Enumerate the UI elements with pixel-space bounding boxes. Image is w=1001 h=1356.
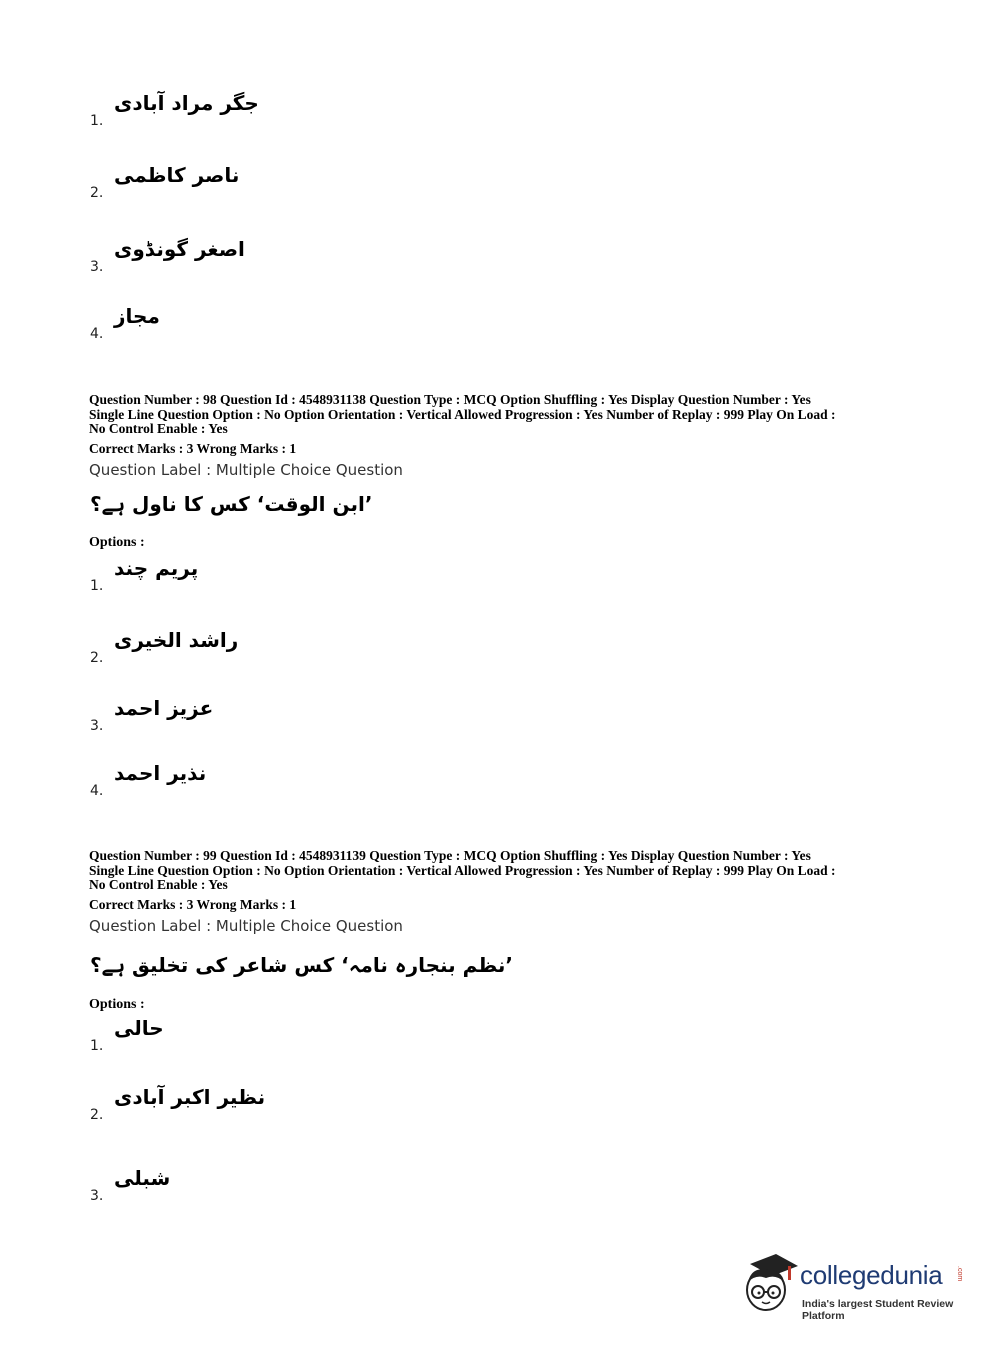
option-number: 2.: [90, 185, 104, 201]
logo-tagline: India's largest Student Review Platform: [802, 1298, 954, 1322]
option-text: عزیز احمد: [114, 696, 214, 720]
option-text: ناصر کاظمی: [114, 163, 240, 187]
question-marks: Correct Marks : 3 Wrong Marks : 1: [89, 897, 297, 912]
question-label: Question Label : Multiple Choice Question: [89, 917, 403, 935]
question-text: ’نظم بنجارہ نامہ‘ کس شاعر کی تخلیق ہے؟: [90, 953, 513, 977]
question-meta: Question Number : 99 Question Id : 4548931139 Question Type : MCQ Option Shuffling : Yes Display Question Number : Yes Single Line Question Option : No Option Orientation : Vertical Allowed Progression : Yes Number of Replay : 999 Play On Load : No Control Enable : Yes: [89, 848, 836, 892]
option-number: 4.: [90, 783, 104, 799]
option-text: اصغر گونڈوی: [114, 237, 245, 261]
options-label: Options :: [89, 535, 145, 550]
question-marks: Correct Marks : 3 Wrong Marks : 1: [89, 441, 297, 456]
option-number: 3.: [90, 259, 104, 275]
option-text: مجاز: [114, 304, 160, 328]
option-number: 3.: [90, 1188, 104, 1204]
option-number: 2.: [90, 1107, 104, 1123]
option-text: جگر مراد آبادی: [114, 91, 259, 115]
collegedunia-logo: [742, 1250, 970, 1322]
option-text: نظیر اکبر آبادی: [114, 1085, 266, 1109]
option-number: 2.: [90, 650, 104, 666]
option-number: 3.: [90, 718, 104, 734]
option-text: حالی: [114, 1016, 164, 1040]
logo-wordmark: collegedunia: [800, 1260, 943, 1290]
question-text: ’ابن الوقت‘ کس کا ناول ہے؟: [90, 492, 373, 516]
option-number: 1.: [90, 113, 104, 129]
options-label: Options :: [89, 997, 145, 1012]
option-text: راشد الخیری: [114, 628, 239, 652]
question-meta: Question Number : 98 Question Id : 4548931138 Question Type : MCQ Option Shuffling : Yes Display Question Number : Yes Single Line Question Option : No Option Orientation : Vertical Allowed Progression : Yes Number of Replay : 999 Play On Load : No Control Enable : Yes: [89, 392, 836, 436]
option-text: پریم چند: [114, 556, 199, 580]
option-number: 4.: [90, 326, 104, 342]
logo-domain: .com: [956, 1266, 963, 1282]
mascot-icon: [742, 1250, 798, 1314]
option-number: 1.: [90, 1038, 104, 1054]
question-label: Question Label : Multiple Choice Question: [89, 461, 403, 479]
option-text: شبلی: [114, 1166, 171, 1190]
option-number: 1.: [90, 578, 104, 594]
option-text: نذیر احمد: [114, 761, 207, 785]
